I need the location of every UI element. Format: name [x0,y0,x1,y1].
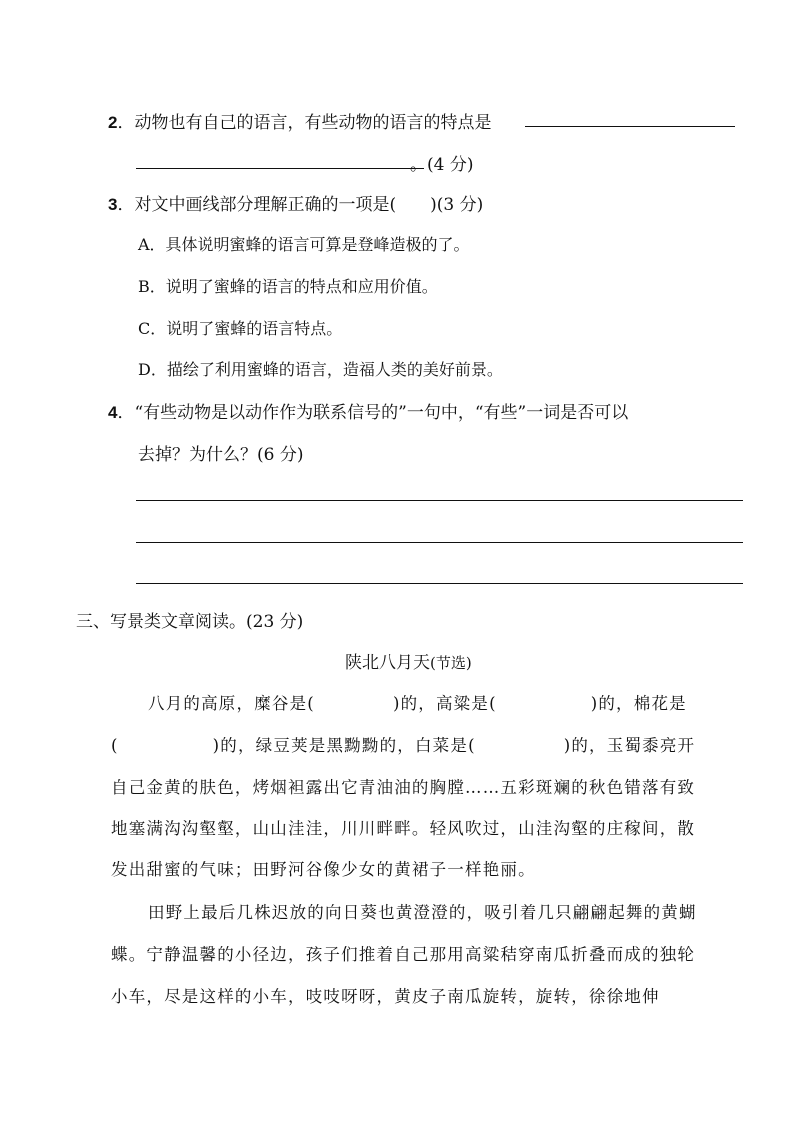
option-d[interactable]: D．描绘了利用蜜蜂的语言，造福人类的美好前景。 [138,360,503,379]
question-2 [108,108,491,133]
section-heading: 三、写景类文章阅读。(23 分) [76,612,304,632]
question-number: 2 [108,113,118,132]
question-3 [108,190,483,215]
text-segment: )的，高粱是( [392,694,497,713]
text-segment: 八月的高原，糜谷是( [148,694,315,713]
answer-line[interactable] [136,583,743,584]
paragraph-line: 蝶。宁静温馨的小径边，孩子们推着自己那用高粱秸穿南瓜折叠而成的独轮 [111,945,696,964]
question-text: ．“有些动物是以动作作为联系信号的”一句中，“有些”一词是否可以 [117,403,629,423]
question-text: ．对文中画线部分理解正确的一项是( [117,195,397,215]
option-a[interactable]: A．具体说明蜜蜂的语言可算是登峰造极的了。 [138,235,470,254]
paragraph-line [148,690,687,714]
answer-line[interactable] [136,500,743,501]
question-4 [108,398,628,423]
paragraph-line: 田野上最后几株迟放的向日葵也黄澄澄的，吸引着几只翩翩起舞的黄蝴 [148,903,697,922]
text-segment: )的，棉花是 [590,694,687,713]
article-title [345,648,472,673]
paragraph-line: 小车，尽是这样的小车，吱吱呀呀，黄皮子南瓜旋转，旋转，徐徐地伸 [111,987,660,1006]
question-4-line2: 去掉？为什么？(6 分) [138,445,304,465]
paragraph-line: 自己金黄的肤色，烤烟袒露出它青油油的胸膛……五彩斑斓的秋色错落有致 [111,778,696,797]
answer-line[interactable] [136,542,743,543]
question-score: )(3 分) [430,195,484,215]
text-segment: ( [111,736,119,755]
title-text: 陕北八月天 [345,653,430,673]
question-number: 3 [108,195,118,214]
paragraph-line [111,732,695,756]
answer-blank[interactable] [136,168,424,169]
question-2-end: 。(4 分) [410,155,474,175]
option-c[interactable]: C．说明了蜜蜂的语言特点。 [138,319,343,338]
question-number: 4 [108,403,118,422]
option-b[interactable]: B．说明了蜜蜂的语言的特点和应用价值。 [138,277,438,296]
paragraph-line: 地塞满沟沟壑壑，山山洼洼，川川畔畔。轻风吹过，山洼沟壑的庄稼间，散 [111,819,696,838]
paragraph-line: 发出甜蜜的气味；田野河谷像少女的黄裙子一样艳丽。 [111,860,536,879]
text-segment: )的，玉蜀黍亮开 [563,736,696,755]
text-segment: )的，绿豆荚是黑黝黝的，白菜是( [212,736,476,755]
title-note: (节选) [430,654,472,672]
question-text: ．动物也有自己的语言，有些动物的语言的特点是 [117,113,492,133]
answer-blank[interactable] [525,126,735,127]
